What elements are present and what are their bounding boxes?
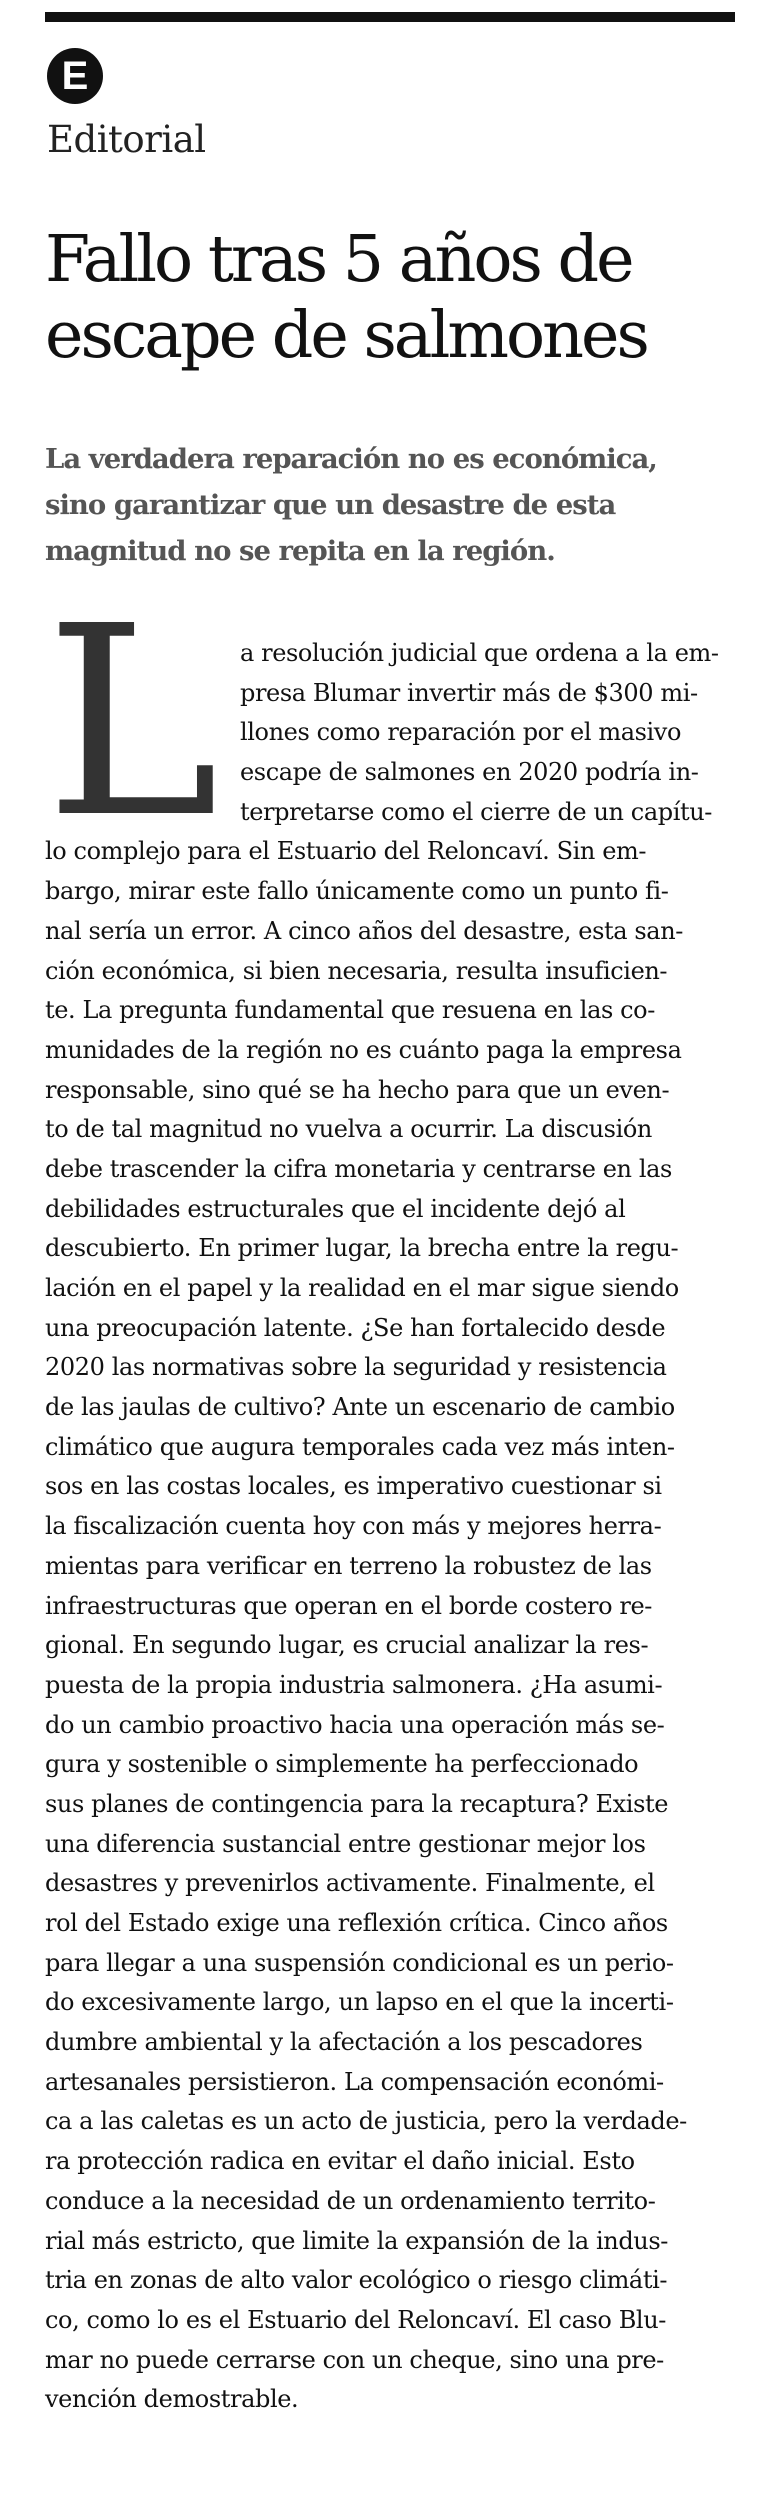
body-line: lo complejo para el Estuario del Reloncaví. Sin em-	[45, 837, 647, 866]
body-line: desastres y prevenirlos activamente. Finalmente, el	[45, 1869, 655, 1898]
body-line: una preocupación latente. ¿Se han fortalecido desde	[45, 1313, 666, 1342]
body-line: tria en zonas de alto valor ecológico o riesgo climáti-	[45, 2266, 668, 2295]
body-line: co, como lo es el Estuario del Reloncaví. El caso Blu-	[45, 2305, 666, 2334]
body-line: la fiscalización cuenta hoy con más y mejores herra-	[45, 1512, 662, 1541]
body-line: te. La pregunta fundamental que resuena en las co-	[45, 996, 655, 1025]
deck-line: La verdadera reparación no es económica,	[45, 443, 657, 475]
body-line: responsable, sino qué se ha hecho para que un even-	[45, 1075, 670, 1104]
body-line: debe trascender la cifra monetaria y centrarse en las	[45, 1154, 672, 1183]
body-line: mar no puede cerrarse con un cheque, sino una pre-	[45, 2345, 664, 2374]
body-line: mientas para verificar en terreno la robustez de las	[45, 1551, 652, 1580]
body-line: una diferencia sustancial entre gestionar mejor los	[45, 1829, 646, 1858]
body-line: artesanales persistieron. La compensación económi-	[45, 2067, 664, 2096]
body-line: llones como reparación por el masivo	[240, 718, 682, 747]
top-rule	[45, 12, 735, 22]
body-line: dumbre ambiental y la afectación a los pescadores	[45, 2028, 643, 2057]
body-line: to de tal magnitud no vuelva a ocurrir. La discusión	[45, 1115, 652, 1144]
body-line: ra protección radica en evitar el daño inicial. Esto	[45, 2147, 635, 2176]
deck-subtitle	[45, 436, 725, 574]
body-line: para llegar a una suspensión condicional es un perio-	[45, 1948, 674, 1977]
body-line: vención demostrable.	[45, 2385, 299, 2414]
body-line: ción económica, si bien necesaria, resulta insuficien-	[45, 956, 668, 985]
article-body	[45, 634, 735, 2420]
deck-line: sino garantizar que un desastre de esta	[45, 489, 616, 521]
section-label: Editorial	[47, 118, 206, 161]
body-line: escape de salmones en 2020 podría in-	[240, 758, 699, 787]
body-line: sos en las costas locales, es imperativo cuestionar si	[45, 1472, 662, 1501]
body-line: lación en el papel y la realidad en el mar sigue siendo	[45, 1274, 679, 1302]
body-line: ca a las caletas es un acto de justicia, pero la verdade-	[45, 2107, 687, 2136]
body-line: conduce a la necesidad de un ordenamiento territo-	[45, 2186, 656, 2215]
body-line: nal sería un error. A cinco años del desastre, esta san-	[45, 916, 683, 945]
body-line: gura y sostenible o simplemente ha perfeccionado	[45, 1750, 639, 1779]
headline-line: escape de salmones	[45, 298, 647, 373]
body-line: gional. En segundo lugar, es crucial analizar la res-	[45, 1631, 649, 1660]
drop-cap: L	[45, 570, 219, 875]
body-line: do un cambio proactivo hacia una operación más se-	[45, 1710, 665, 1739]
body-line: infraestructuras que operan en el borde costero re-	[45, 1591, 652, 1620]
body-line: debilidades estructurales que el incidente dejó al	[45, 1194, 626, 1223]
body-line: munidades de la región no es cuánto paga la empresa	[45, 1035, 682, 1064]
body-line: climático que augura temporales cada vez más inten-	[45, 1432, 675, 1461]
section-badge-icon: E	[47, 48, 103, 104]
body-line: descubierto. En primer lugar, la brecha entre la regu-	[45, 1234, 679, 1263]
body-line: presa Blumar invertir más de $300 mi-	[240, 678, 698, 707]
body-line: de las jaulas de cultivo? Ante un escenario de cambio	[45, 1393, 675, 1422]
body-line: a resolución judicial que ordena a la em-	[240, 639, 719, 667]
body-line: rial más estricto, que limite la expansión de la indus-	[45, 2226, 668, 2255]
body-line: rol del Estado exige una reflexión crítica. Cinco años	[45, 1909, 668, 1937]
body-line: do excesivamente largo, un lapso en el que la incerti-	[45, 1988, 674, 2017]
body-line: terpretarse como el cierre de un capítu-	[240, 797, 713, 826]
body-line: 2020 las normativas sobre la seguridad y resistencia	[45, 1353, 667, 1382]
deck-line: magnitud no se repita en la región.	[45, 535, 555, 567]
body-line: sus planes de contingencia para la recaptura? Existe	[45, 1789, 669, 1818]
body-line: puesta de la propia industria salmonera. ¿Ha asumi-	[45, 1670, 663, 1699]
headline	[45, 222, 745, 374]
body-line: bargo, mirar este fallo únicamente como un punto fi-	[45, 877, 669, 906]
headline-line: Fallo tras 5 años de	[45, 222, 632, 297]
